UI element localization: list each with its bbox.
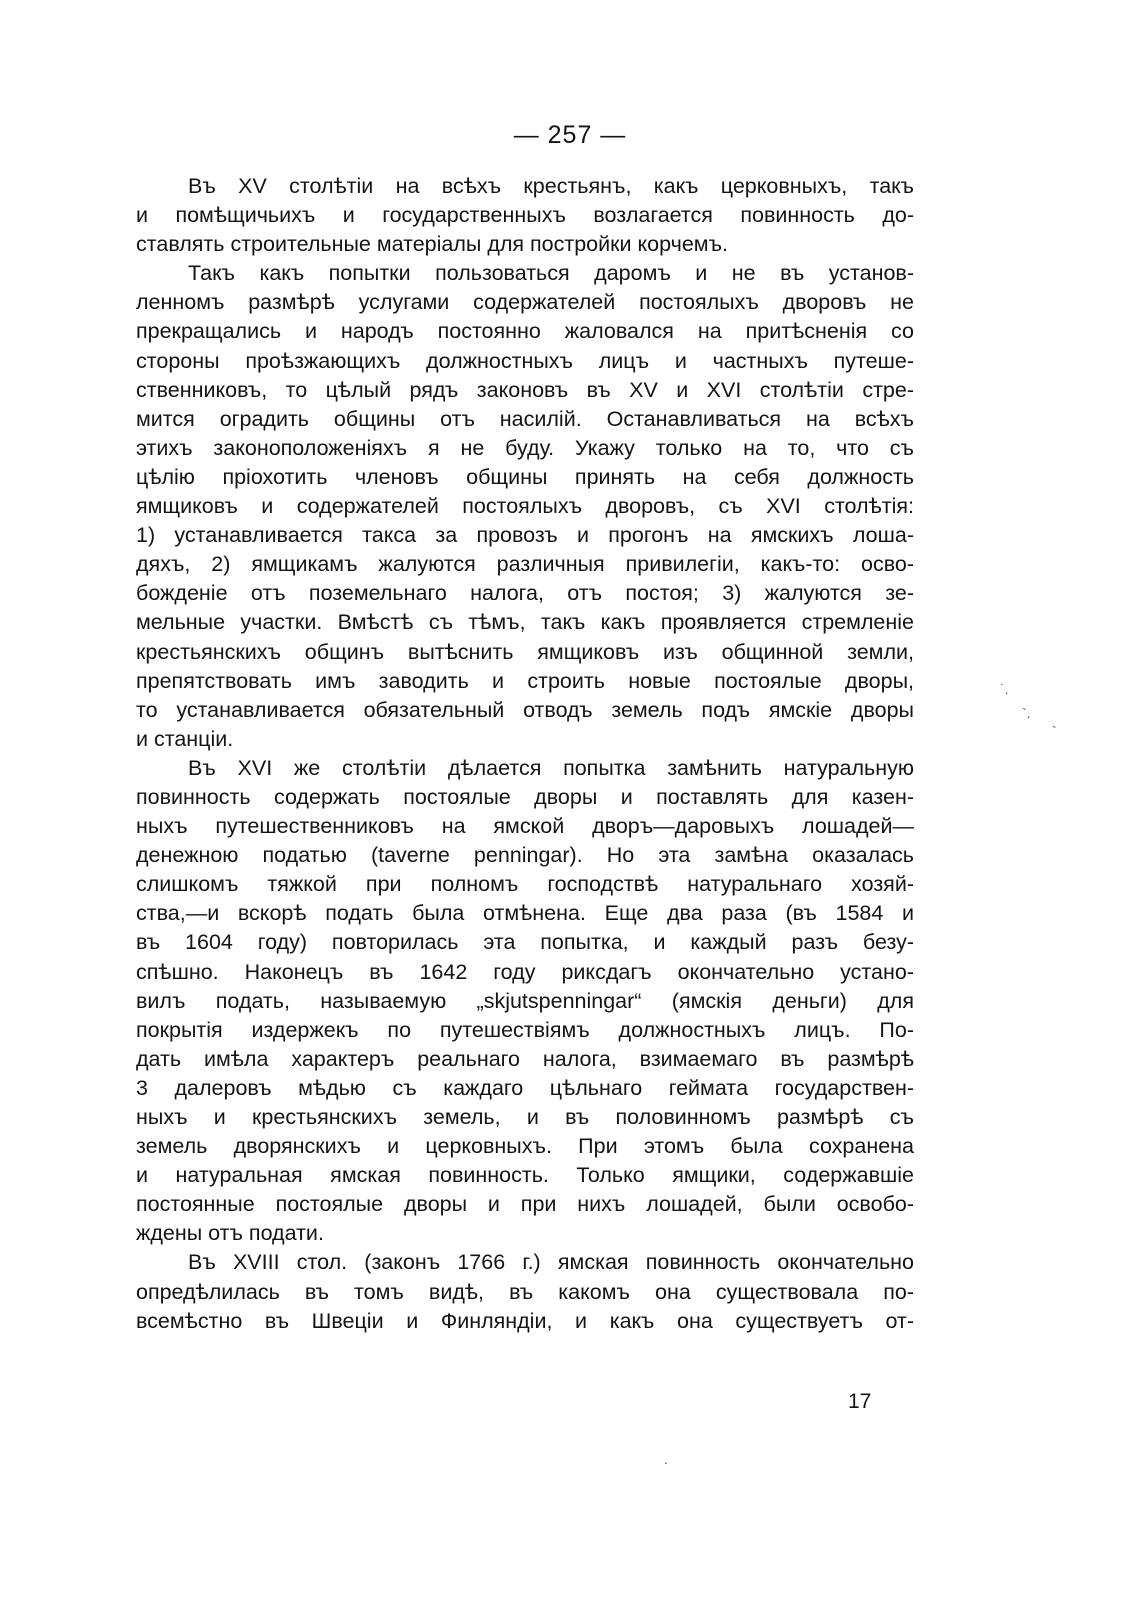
text-line: препятствовать имъ заводить и строить новые постоялые дворы, (136, 668, 914, 693)
text-line: мельные участки. Вмѣстѣ съ тѣмъ, такъ какъ проявляется стремленіе (136, 610, 914, 635)
text-line: ныхъ и крестьянскихъ земель, и въ половинномъ размѣрѣ съ (136, 1105, 914, 1129)
text-line: то устанавливается обязательный отводъ земель подъ ямскіе дворы (136, 697, 914, 722)
text-line: слишкомъ тяжкой при полномъ господствѣ натуральнаго хозяй- (136, 872, 914, 897)
text-line: ства,—и вскорѣ подать была отмѣнена. Еще два раза (въ 1584 и (136, 901, 914, 926)
text-line: покрытія издержекъ по путешествіямъ должностныхъ лицъ. По- (136, 1017, 914, 1042)
text-line: и станціи. (136, 726, 234, 751)
scan-speck: `. (1022, 705, 1031, 721)
text-line: мится оградить общины отъ насилій. Останавливаться на всѣхъ (136, 406, 914, 431)
text-line: дяхъ, 2) ямщикамъ жалуются различныя привилегіи, какъ-то: осво- (136, 552, 914, 577)
text-line: ныхъ путешественниковъ на ямской дворъ—даровыхъ лошадей— (136, 814, 914, 839)
text-line: Такъ какъ попытки пользоваться даромъ и не въ установ- (188, 261, 914, 286)
text-line: цѣлію пріохотить членовъ общины принять на себя должность (136, 464, 914, 489)
text-line: 3 далеровъ мѣдью съ каждаго цѣльнаго гейматa государствен- (136, 1075, 914, 1100)
text-line: и помѣщичьихъ и государственныхъ возлагается повинность до- (136, 203, 914, 228)
text-line: дать имѣла характеръ реальнаго налога, взимаемаго въ размѣрѣ (136, 1046, 914, 1071)
text-line: денежною податью (taverne penningar). Но эта замѣна оказалась (136, 843, 914, 868)
paragraph-2 (136, 259, 914, 754)
scan-speck: . (664, 1451, 668, 1467)
paragraph-3 (136, 754, 914, 1249)
text-line: Въ XV столѣтіи на всѣхъ крестьянъ, какъ церковныхъ, такъ (188, 174, 914, 198)
text-line: Въ XVI же столѣтіи дѣлается попытка замѣнить натуральную (188, 755, 914, 780)
text-line: ставлять строительные матеріалы для постройки корчемъ. (136, 232, 728, 257)
page-header-number: — 257 — (513, 121, 627, 149)
text-line: повинность содержать постоялые дворы и поставлять для казен- (136, 784, 914, 809)
paragraph-4 (136, 1248, 914, 1335)
text-line: прекращались и народъ постоянно жаловался на притѣсненія со (136, 319, 914, 344)
text-line: и натуральная ямская повинность. Только ямщики, содержавшіе (136, 1163, 914, 1188)
body-text (136, 172, 914, 1336)
paragraph-1 (136, 172, 914, 259)
text-line: ственниковъ, то цѣлый рядъ законовъ въ XV и XVI столѣтіи стре- (136, 377, 914, 402)
text-line: ждены отъ подати. (136, 1221, 324, 1246)
text-line: крестьянскихъ общинъ вытѣснить ямщиковъ изъ общинной земли, (136, 639, 914, 664)
text-line: всемѣстно въ Швеціи и Финляндіи, и какъ она существуетъ от- (136, 1308, 914, 1333)
scan-speck: ` (1052, 723, 1057, 739)
text-line: спѣшно. Наконецъ въ 1642 году риксдагъ окончательно устано- (136, 959, 914, 984)
scan-speck: ˙. (1000, 681, 1009, 697)
text-line: въ 1604 году) повторилась эта попытка, и каждый разъ безу- (136, 930, 914, 955)
text-line: постоянные постоялые дворы и при нихъ лошадей, были освобо- (136, 1192, 914, 1217)
text-line: ленномъ размѣрѣ услугами содержателей постоялыхъ дворовъ не (136, 290, 914, 315)
text-line: Въ XVIII стол. (законъ 1766 г.) ямская повинность окончательно (188, 1250, 914, 1275)
sheet-signature: 17 (848, 1390, 872, 1413)
text-line: этихъ законоположеніяхъ я не буду. Укажу только на то, что съ (136, 435, 914, 460)
text-line: земель дворянскихъ и церковныхъ. При этомъ была сохранена (136, 1134, 914, 1159)
text-line: ямщиковъ и содержателей постоялыхъ дворовъ, съ XVI столѣтія: (136, 494, 914, 519)
text-line: 1) устанавливается такса за провозъ и прогонъ на ямскихъ лоша- (136, 523, 914, 548)
text-line: опредѣлилась въ томъ видѣ, въ какомъ она существовала по- (136, 1279, 914, 1304)
text-line: божденіе отъ поземельнаго налога, отъ постоя; 3) жалуются зе- (136, 581, 914, 606)
text-line: вилъ подать, называемую „skjutspenningar“ (ямскія деньги) для (136, 988, 914, 1013)
text-line: стороны проѣзжающихъ должностныхъ лицъ и частныхъ путеше- (136, 348, 914, 373)
